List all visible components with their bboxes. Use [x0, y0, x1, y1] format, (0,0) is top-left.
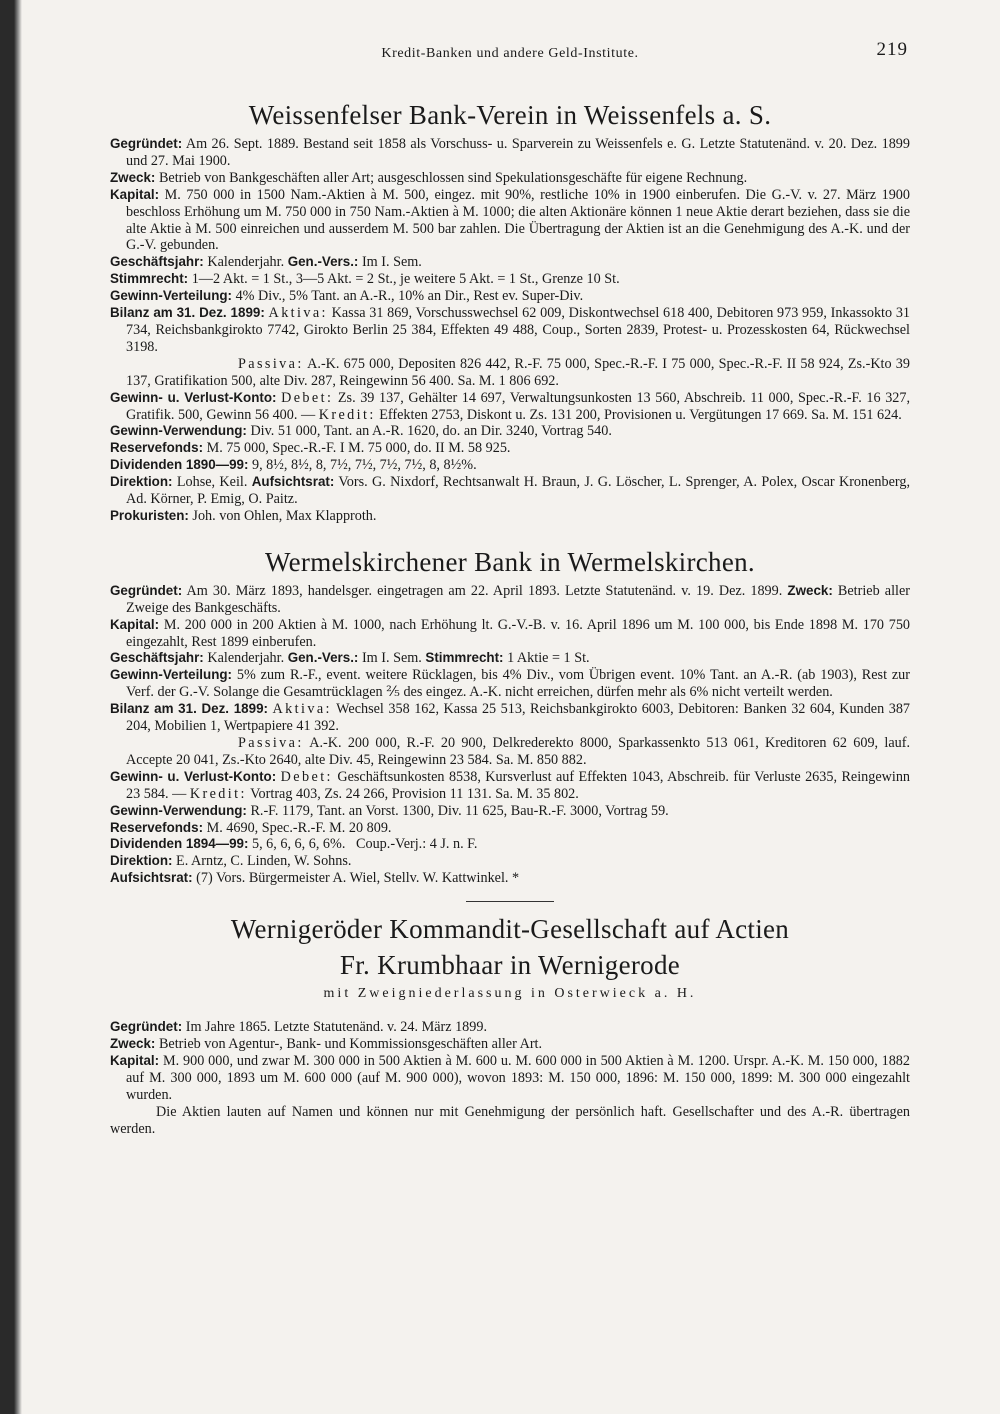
field-key-secondary: Aufsichtsrat: [251, 474, 335, 490]
field-direktion [110, 853, 910, 870]
field-key: Gewinn- u. Verlust-Konto: [110, 768, 277, 784]
field-lead: Aktiva: [272, 701, 332, 718]
field-key: Bilanz am 31. Dez. 1899: [110, 701, 268, 717]
field-dividenden [110, 457, 910, 474]
running-head [110, 40, 910, 76]
field-text-secondary: Effekten 2753, Diskont u. Zs. 131 200, Provisionen u. Vergütungen 17 669. Sa. M. 151 624. [379, 406, 902, 423]
field-lead: Aktiva: [268, 305, 328, 322]
field-prokuristen [110, 508, 910, 525]
field-gewinn-verteilung [110, 288, 910, 305]
field-key-tertiary: Stimmrecht: [425, 650, 504, 666]
field-key: Gewinn-Verwendung: [110, 802, 247, 818]
field-key: Kapital: [110, 186, 160, 202]
field-key: Geschäftsjahr: [110, 650, 204, 666]
field-gewinn-verwendung [110, 803, 910, 820]
field-text: M. 750 000 in 1500 Nam.-Aktien à M. 500, eingez. mit 90%, restliche 10% in 1900 einberufen. Die G.-V. v. 27. März 1900 beschloss Erhöhung um M. 750 000 in 750 Nam.-Aktien à M. 1000; die alten Aktionäre können 1 neue Aktie derart beziehen, dass sie die alte Aktie à M. 500 einreichen und ausserdem M. 500 bar zahlen. Die Übertragung der Aktien ist an die Genehmigung des A.-K. und der G.-V. gebunden. [126, 186, 910, 254]
field-lead: Debet: [280, 768, 333, 785]
field-gewinn-verwendung [110, 423, 910, 440]
field-gegruendet [110, 583, 910, 617]
field-stimmrecht [110, 271, 910, 288]
field-kapital [110, 187, 910, 255]
field-text-secondary: Im I. Sem. [361, 650, 422, 667]
field-text: A.-K. 675 000, Depositen 826 442, R.-F. 75 000, Spec.-R.-F. I 75 000, Spec.-R.-F. II 58 924, Zs.-Kto 39 137, Gratifikation 500, alte Div. 287, Reingewinn 56 400. Sa. M. 1 806 692. [126, 355, 910, 389]
field-bilanz-passiva [110, 735, 910, 769]
field-lead: Passiva: [238, 355, 304, 372]
field-dividenden [110, 836, 910, 853]
field-text-tertiary: 1 Aktie = 1 St. [507, 650, 590, 667]
field-key: Aufsichtsrat: [110, 870, 193, 886]
field-text: R.-F. 1179, Tant. an Vorst. 1300, Div. 11 625, Bau-R.-F. 3000, Vortrag 59. [250, 802, 669, 819]
field-text: 4% Div., 5% Tant. an A.-R., 10% an Dir., Rest ev. Super-Div. [235, 288, 584, 305]
page-number: 219 [876, 39, 908, 60]
book-binding-edge [0, 0, 22, 1414]
field-text: Zs. 39 137, Gehälter 14 697, Verwaltungsunkosten 13 560, Abschreib. 11 000, Spec.-R.-F. 16 327, Gratifik. 500, Gewinn 56 400. — [126, 389, 911, 423]
entry-wernigeroeder-kommandit-gesellschaft [110, 914, 910, 1137]
field-text-extra: Coup.-Verj.: 4 J. n. F. [356, 836, 478, 853]
field-key: Dividenden 1894—99: [110, 836, 249, 852]
field-direktion-aufsichtsrat [110, 474, 910, 508]
field-key: Gegründet: [110, 1019, 183, 1035]
field-text: M. 75 000, Spec.-R.-F. I M. 75 000, do. II M. 58 925. [206, 440, 511, 457]
field-gewinn-verlust-konto [110, 769, 910, 803]
field-key: Direktion: [110, 474, 173, 490]
field-key: Gewinn-Verteilung: [110, 288, 233, 304]
field-key: Reservefonds: [110, 819, 204, 835]
field-gegruendet [110, 1019, 910, 1036]
field-gewinn-verteilung [110, 667, 910, 701]
field-text: Joh. von Ohlen, Max Klapproth. [192, 507, 377, 524]
field-zweck [110, 170, 910, 187]
field-key-secondary: Zweck: [787, 582, 833, 598]
document-page [110, 40, 910, 1137]
field-text: 5% zum R.-F., event. weitere Rücklagen, bis 4% Div., vom Übrigen event. 10% Tant. an A.-R. (ab 1903), Rest zur Verf. der G.-V. Solange die Gesamtrücklagen ⅖ des eingez. A.-K. nicht erreichen, dürfen mehr als 6% nicht verteilt werden. [126, 667, 910, 701]
field-bilanz-aktiva [110, 701, 910, 735]
field-gewinn-verlust-konto [110, 390, 910, 424]
field-lead-secondary: Kredit: [318, 406, 376, 423]
field-lead: Passiva: [238, 735, 304, 751]
field-geschaeftsjahr [110, 254, 910, 271]
field-key-secondary: Gen.-Vers.: [287, 254, 359, 270]
field-text-secondary: Vortrag 403, Zs. 24 266, Provision 11 131. Sa. M. 35 802. [250, 785, 579, 802]
field-text: 9, 8½, 8½, 8, 7½, 7½, 7½, 7½, 8, 8½%. [251, 457, 477, 474]
field-text: Am 26. Sept. 1889. Bestand seit 1858 als Vorschuss- u. Sparverein zu Weissenfels e. G. Letzte Statutenänd. v. 20. Dez. 1899 und 27. Mai 1900. [126, 136, 910, 169]
field-text: M. 900 000, und zwar M. 300 000 in 500 Aktien à M. 600 u. M. 600 000 in 500 Aktien à M. 1200. Urspr. A.-K. M. 150 000, 1882 auf M. 300 000, 1893 um M. 600 000 (auf M. 900 000), wovon 1893: M. 150 000, 1896: M. 150 000, 1899: M. 300 000 eingezahlt wurden. [126, 1052, 910, 1103]
field-text: (7) Vors. Bürgermeister A. Wiel, Stellv. W. Kattwinkel. * [196, 870, 520, 887]
field-key: Bilanz am 31. Dez. 1899: [110, 305, 265, 321]
field-kapital [110, 1053, 910, 1104]
field-key: Stimmrecht: [110, 271, 189, 287]
field-text: A.-K. 200 000, R.-F. 20 900, Delkrederekto 8000, Sparkassenkto 513 061, Kreditoren 62 609, lauf. Accepte 20 041, Zs.-Kto 2640, alte Div. 45, Reingewinn 23 584. Sa. M. 850 882. [126, 735, 910, 768]
field-key: Gewinn-Verteilung: [110, 667, 233, 683]
closing-paragraph: Die Aktien lauten auf Namen und können nur mit Genehmigung der persönlich haft. Gesellschafter und des A.-R. übertragen werden. [110, 1103, 910, 1137]
running-head-title: Kredit-Banken und andere Geld-Institute. [381, 46, 639, 61]
field-text: Geschäftsunkosten 8538, Kursverlust auf Effekten 1043, Abschreib. für Verluste 2635, Reingewinn 23 584. — [126, 768, 911, 802]
entry-title: Wernigeröder Kommandit-Gesellschaft auf Actien [230, 914, 790, 945]
field-aufsichtsrat [110, 870, 910, 887]
field-key: Reservefonds: [110, 440, 204, 456]
field-key-secondary: Gen.-Vers.: [287, 650, 359, 666]
field-key: Gegründet: [110, 582, 183, 598]
entry-title-line2: Fr. Krumbhaar in Wernigerode [339, 950, 681, 981]
entry-subtitle: mit Zweigniederlassung in Osterwieck a. H. [323, 986, 697, 1002]
field-text-secondary: Im I. Sem. [361, 254, 422, 271]
field-key: Zweck: [110, 169, 156, 185]
field-geschaeftsjahr [110, 650, 910, 667]
field-text: Im Jahre 1865. Letzte Statutenänd. v. 24. März 1899. [185, 1019, 487, 1036]
field-key: Zweck: [110, 1035, 156, 1051]
field-key: Gegründet: [110, 136, 183, 151]
field-lead-secondary: Kredit: [189, 785, 247, 802]
field-zweck [110, 1036, 910, 1053]
field-text: Betrieb von Agentur-, Bank- und Kommissionsgeschäften aller Art. [158, 1035, 543, 1052]
field-text: Lohse, Keil. [176, 474, 248, 491]
field-text: 1—2 Akt. = 1 St., 3—5 Akt. = 2 St., je weitere 5 Akt. = 1 St., Grenze 10 St. [191, 271, 620, 288]
field-text: Wechsel 358 162, Kassa 25 513, Reichsbankgirokto 6003, Debitoren: Banken 32 604, Kunden 387 204, Mobilien 1, Wertpapiere 41 392. [126, 701, 911, 735]
field-text: E. Arntz, C. Linden, W. Sohns. [176, 853, 352, 870]
field-kapital [110, 617, 910, 651]
field-gegruendet [110, 136, 910, 170]
entry-title: Wermelskirchener Bank in Wermelskirchen. [265, 546, 755, 577]
field-key: Prokuristen: [110, 507, 189, 523]
field-text-secondary: Vors. G. Nixdorf, Rechtsanwalt H. Braun, J. G. Löscher, L. Sprenger, A. Polex, Oscar Kronenberg, Ad. Körner, P. Emig, O. Paitz. [126, 474, 911, 508]
entry-wermelskirchener-bank [110, 547, 910, 887]
field-text: Kalenderjahr. [207, 254, 285, 271]
field-text: M. 4690, Spec.-R.-F. M. 20 809. [206, 819, 392, 836]
entry-title: Weissenfelser Bank-Verein in Weissenfels a. S. [248, 100, 772, 130]
field-key: Gewinn-Verwendung: [110, 423, 247, 439]
field-key: Direktion: [110, 853, 173, 869]
field-text: Am 30. März 1893, handelsger. eingetragen am 22. April 1893. Letzte Statutenänd. v. 19. Dez. 1899. [186, 582, 783, 599]
field-key: Geschäftsjahr: [110, 254, 204, 270]
field-text: Kassa 31 869, Vorschusswechsel 62 009, Diskontwechsel 618 400, Debitoren 973 959, Inkassokto 31 734, Reichsbankgirokto 7742, Girokto Berlin 25 384, Effekten 49 488, Coup., Sorten 2839, Protest- u. Prozesskosten 64, Rückwechsel 3198. [126, 305, 911, 355]
field-lead: Debet: [281, 389, 334, 406]
field-bilanz-aktiva [110, 305, 910, 356]
field-text-secondary: Betrieb aller Zweige des Bankgeschäfts. [126, 582, 910, 616]
field-bilanz-passiva [110, 356, 910, 390]
entry-weissenfelser-bank-verein [110, 100, 910, 525]
field-key: Gewinn- u. Verlust-Konto: [110, 389, 277, 405]
section-divider [466, 901, 554, 902]
field-key: Dividenden 1890—99: [110, 457, 249, 473]
field-reservefonds [110, 820, 910, 837]
field-reservefonds [110, 440, 910, 457]
field-text: M. 200 000 in 200 Aktien à M. 1000, nach Erhöhung lt. G.-V.-B. v. 16. April 1896 um M. 100 000, bis Ende 1898 M. 170 750 eingezahlt, Rest 1899 einberufen. [126, 616, 911, 650]
field-text: 5, 6, 6, 6, 6, 6%. [251, 836, 346, 853]
field-key: Kapital: [110, 616, 160, 632]
field-key: Kapital: [110, 1052, 160, 1068]
field-text: Kalenderjahr. [207, 650, 285, 667]
field-text: Betrieb von Bankgeschäften aller Art; ausgeschlossen sind Spekulationsgeschäfte für eigene Rechnung. [158, 169, 748, 186]
field-text: Div. 51 000, Tant. an A.-R. 1620, do. an Dir. 3240, Vortrag 540. [250, 423, 612, 440]
